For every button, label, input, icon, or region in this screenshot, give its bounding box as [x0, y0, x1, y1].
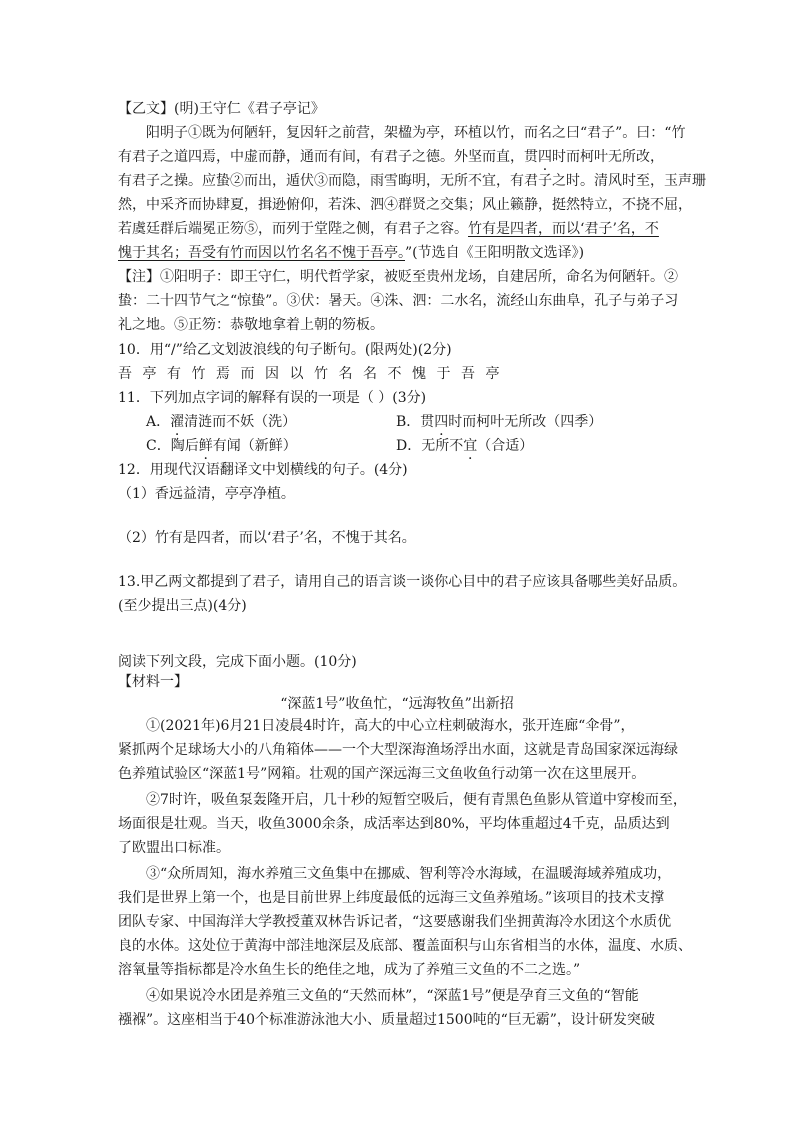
question-12-item-1: （1）香远益清，亭亭净植。: [118, 486, 295, 502]
article-line: 紧抓两个足球场大小的八角箱体——一个大型深海渔场浮出水面，这就是青岛国家深远海绿: [118, 742, 678, 758]
article-line: ④如果说冷水团是养殖三文鱼的“天然而林”，“深蓝1号”便是孕育三文鱼的“智能: [146, 988, 639, 1004]
underlined-sentence: 愧于其名；吾受有竹而因以竹名名不愧于吾亭。: [118, 245, 405, 261]
article-line: 我们是世界上第一个，也是目前世界上纬度最低的远海三文鱼养殖场。”该项目的技术支撑: [118, 890, 665, 906]
annotation-line: 礼之地。⑤正笏：恭敬地拿着上朝的笏板。: [118, 317, 384, 333]
option-c[interactable]: C．陶后鲜有闻（新鲜）: [146, 438, 297, 454]
passage-line: 然，中采齐而协肆夏，揖逊俯仰，若洙、泗④群贤之交集；风止籁静，挺然特立，不挠不屈，: [118, 197, 692, 213]
passage-line: 若虞廷群后端冕正笏⑤，而列于堂陛之侧，有君子之容。竹有是四者，而以‘君子’名，不: [118, 221, 659, 237]
material-label: 【材料一】: [118, 674, 188, 690]
reading-intro: 阅读下列文段，完成下面小题。(10分): [118, 654, 357, 670]
passage-heading: 【乙文】(明)王守仁《君子亭记》: [118, 101, 325, 117]
annotation-line: 蛰：二十四节气之“惊蛰”。③伏：暑天。④洙、泗：二水名，流经山东曲阜，孔子与弟子习: [118, 293, 679, 309]
article-line: ②7时许，吸鱼泵轰隆开启，几十秒的短暂空吸后，便有青黑色鱼影从管道中穿梭而至，: [146, 792, 687, 808]
article-line: 襁褓”。这座相当于40个标准游泳池大小、质量超过1500吨的“巨无霸”，设计研发突破: [118, 1012, 655, 1028]
passage-line: 愧于其名；吾受有竹而因以竹名名不愧于吾亭。”(节选自《王阳明散文选译》): [118, 245, 585, 261]
option-a[interactable]: A．濯清涟而不妖（洗）: [146, 414, 297, 430]
question-13-stem: 13.甲乙两文都提到了君子，请用自己的语言谈一谈你心目中的君子应该具备哪些美好品质。: [118, 574, 687, 590]
passage-line: 有君子之道四焉，中虚而静，通而有间，有君子之德。外坚而直，贯四时而柯叶无所改，: [118, 149, 664, 165]
article-line: ③“众所周知，海水养殖三文鱼集中在挪威、智利等冷水海域，在温暖海域养殖成功，: [146, 866, 672, 882]
passage-line: 阳明子①既为何陋轩，复因轩之前营，架楹为亭，环植以竹，而名之曰“君子”。曰：“竹: [146, 125, 686, 141]
article-title: “深蓝1号”收鱼忙，“远海牧鱼”出新招: [280, 696, 514, 712]
option-d[interactable]: D．无所不宜（合适）: [396, 438, 534, 454]
article-line: ①(2021年)6月21日凌晨4时许，高大的中心立柱刺破海水，张开连廊“伞骨”，: [146, 718, 635, 734]
question-10-stem: 10．用“/”给乙文划波浪线的句子断句。(限两处)(2分): [118, 342, 452, 358]
question-12-item-2: （2）竹有是四者，而以‘君子’名，不愧于其名。: [118, 530, 416, 546]
article-line: 场面很是壮观。当天，收鱼3000余条，成活率达到80%，平均体重超过4千克，品质达到: [118, 816, 670, 832]
article-line: 良的水体。这处位于黄海中部洼地深层及底部、覆盖面积与山东省相当的水体，温度、水质、: [118, 938, 692, 954]
question-13-stem-cont: (至少提出三点)(4分): [118, 598, 247, 614]
annotation-line: 【注】①阳明子：即王守仁，明代哲学家，被贬至贵州龙场，自建居所，命名为何陋轩。②: [118, 269, 678, 285]
option-b[interactable]: B．贯四时而柯叶无所改（四季）: [396, 414, 603, 430]
emphasis-dot-char: 四: [538, 149, 552, 165]
article-line: 色养殖试验区“深蓝1号”网箱。壮观的国产深远海三文鱼收鱼行动第一次在这里展开。: [118, 766, 646, 782]
question-10-characters: 吾亭有竹焉而因以竹名名不愧于吾亭: [118, 366, 510, 382]
article-line: 溶氧量等指标都是冷水鱼生长的绝佳之地，成为了养殖三文鱼的不二之选。”: [118, 962, 581, 978]
question-12-stem: 12．用现代汉语翻译文中划横线的句子。(4分): [118, 462, 408, 478]
article-line: 团队专家、中国海洋大学教授董双林告诉记者，“这要感谢我们坐拥黄海冷水团这个水质优: [118, 914, 672, 930]
underlined-sentence: 竹有是四者，而以‘君子’名，不: [468, 221, 659, 237]
passage-line: 有君子之操。应蛰②而出，遁伏③而隐，雨雪晦明，无所不宜，有君子之时。清风时至，玉声珊: [118, 173, 706, 189]
article-line: 了欧盟出口标准。: [118, 840, 230, 856]
question-11-stem: 11．下列加点字词的解释有误的一项是（ ）(3分): [118, 390, 427, 406]
